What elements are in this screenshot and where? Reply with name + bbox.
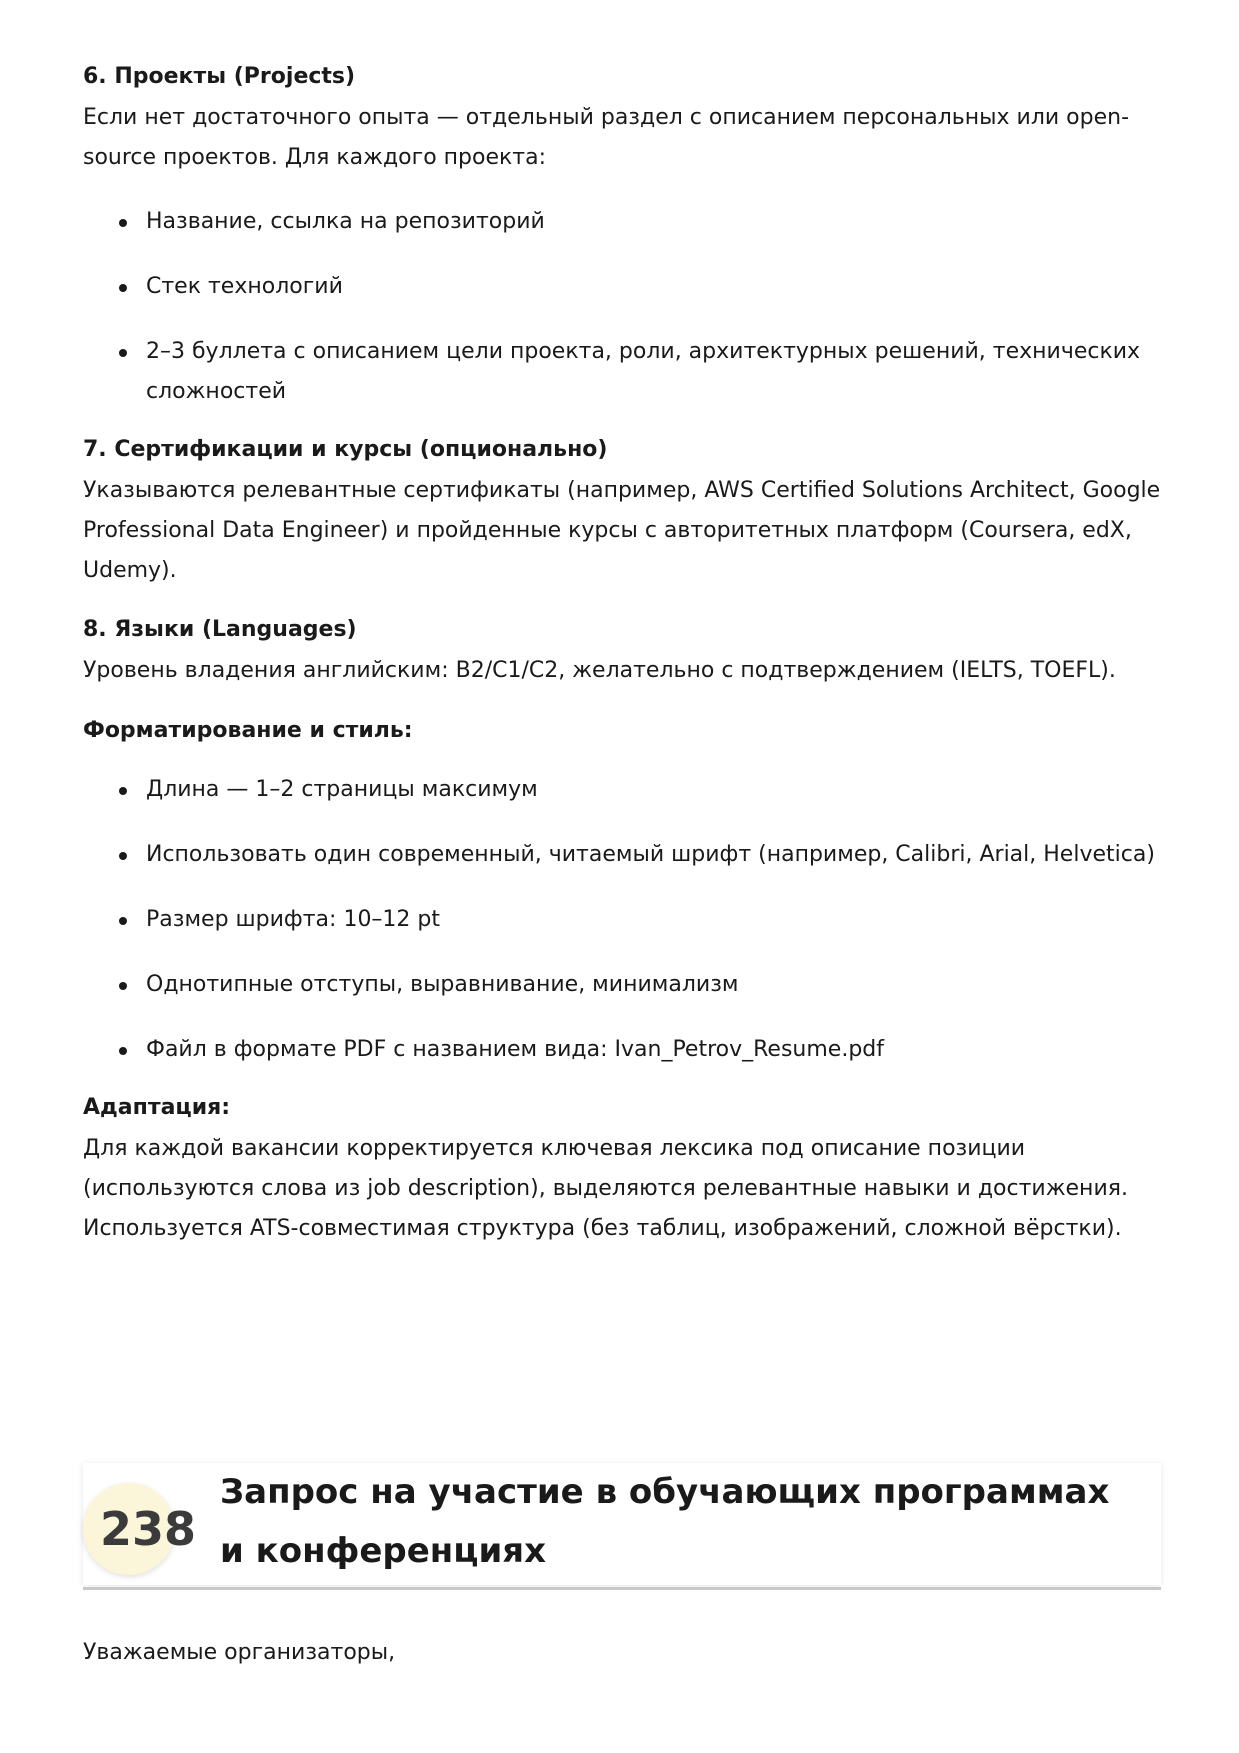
- section-certifications: [83, 435, 1161, 591]
- section-title: 6. Проекты (Projects): [83, 64, 356, 89]
- list-item: Файл в формате PDF с названием вида: Ivan_Petrov_Resume.pdf: [83, 1030, 1161, 1070]
- section-languages: [83, 615, 1161, 691]
- section-text: Для каждой вакансии корректируется ключевая лексика под описание позиции (используются слова из job description), выделяются релевантные навыки и достижения. Используется ATS-совместимая структура (без таблиц, изображений, сложной вёрстки).: [83, 1136, 1128, 1241]
- bullet-icon: [119, 852, 127, 860]
- list-item: 2–3 буллета с описанием цели проекта, роли, архитектурных решений, технических сложностей: [83, 332, 1161, 412]
- list-item: Размер шрифта: 10–12 pt: [83, 900, 1161, 940]
- section-adaptation: [83, 1093, 1161, 1249]
- list-item: Однотипные отступы, выравнивание, минимализм: [83, 965, 1161, 1005]
- section-title: 8. Языки (Languages): [83, 617, 357, 642]
- bullet-icon: [119, 917, 127, 925]
- chapter-title: Запрос на участие в обучающих программах и конференциях: [220, 1472, 1110, 1571]
- bullet-icon: [119, 1047, 127, 1055]
- projects-list: [83, 202, 1161, 412]
- chapter-number: 238: [99, 1502, 197, 1556]
- chapter-number-badge: [83, 1483, 197, 1575]
- bullet-icon: [119, 349, 127, 357]
- greeting-text: Уважаемые организаторы,: [83, 1640, 396, 1665]
- chapter-heading: [83, 1463, 1161, 1589]
- bullet-icon: [119, 284, 127, 292]
- list-item: Стек технологий: [83, 267, 1161, 307]
- section-title: Форматирование и стиль:: [83, 718, 413, 743]
- section-intro: Если нет достаточного опыта — отдельный раздел с описанием персональных или open-source проектов. Для каждого проекта:: [83, 105, 1130, 170]
- formatting-list: [83, 770, 1161, 1070]
- chapter-divider: [83, 1587, 1161, 1590]
- bullet-icon: [119, 787, 127, 795]
- bullet-icon: [119, 982, 127, 990]
- section-text: Указываются релевантные сертификаты (например, AWS Certified Solutions Architect, Google Professional Data Engineer) и пройденные курсы с авторитетных платформ (Coursera, edX, Udemy).: [83, 478, 1161, 583]
- list-item: Использовать один современный, читаемый шрифт (например, Calibri, Arial, Helvetica): [83, 835, 1161, 875]
- section-text: Уровень владения английским: B2/C1/C2, желательно с подтверждением (IELTS, TOEFL).: [83, 658, 1116, 683]
- section-title: Адаптация:: [83, 1095, 231, 1120]
- section-title: 7. Сертификации и курсы (опционально): [83, 437, 608, 462]
- section-formatting: [83, 716, 1161, 1070]
- section-projects: [83, 62, 1161, 412]
- list-item: Длина — 1–2 страницы максимум: [83, 770, 1161, 810]
- list-item: Название, ссылка на репозиторий: [83, 202, 1161, 242]
- bullet-icon: [119, 219, 127, 227]
